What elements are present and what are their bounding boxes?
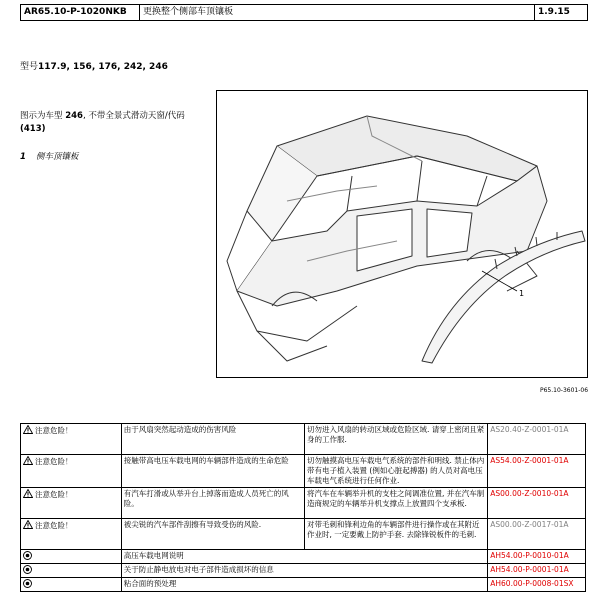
warning-label-cell (21, 488, 122, 519)
doc-title: 更换整个侧部车顶镶板 (140, 5, 535, 21)
model-label: 型号 (20, 62, 39, 72)
warning-measure: 切勿触摸高电压车载电气系统的部件和明线. 禁止体内带有电子植入装置 (例如心脏起搏器) 的人员对高电压车载电气系统进行任何作业. (305, 455, 488, 488)
warning-triangle-icon (23, 425, 33, 434)
warning-triangle-icon (23, 456, 33, 465)
legend-number: 1 (20, 152, 26, 162)
warning-ref-link[interactable]: AS00.00-Z-0010-01A (488, 488, 586, 519)
car-body-figure (216, 90, 588, 378)
note-circle-icon (23, 565, 32, 574)
warning-triangle-icon (23, 520, 33, 529)
warning-label: 注意危险！ (35, 521, 73, 530)
note-circle-icon (23, 579, 32, 588)
note-ref-link[interactable]: AH54.00-P-0001-01A (488, 564, 586, 578)
warning-risk: 被尖锐的汽车部件刮擦有导致受伤的风险. (121, 519, 304, 550)
model-line (20, 59, 168, 72)
warning-row (21, 519, 586, 550)
doc-version: 1.9.15 (535, 5, 588, 21)
note-icon-cell (21, 550, 122, 564)
warning-measure: 对带毛刺和锋利边角的车辆部件进行操作或在其附近作业时, 一定要戴上防护手套. 去除锋锐板件的毛刺. (305, 519, 488, 550)
warning-measure: 切勿进入风扇的转动区域或危险区域. 请穿上密闭且紧身的工作服. (305, 424, 488, 455)
warning-row (21, 488, 586, 519)
note-row (21, 578, 586, 592)
warning-ref-link[interactable]: AS54.00-Z-0001-01A (488, 455, 586, 488)
warning-label: 注意危险！ (35, 490, 73, 499)
legend-item (20, 150, 78, 162)
warning-risk: 由于风扇突然起动造成的伤害风险 (121, 424, 304, 455)
warning-label: 注意危险！ (35, 426, 73, 435)
legend-text: 侧车顶镶板 (35, 152, 79, 162)
warning-triangle-icon (23, 489, 33, 498)
doc-code: AR65.10-P-1020NKB (21, 5, 140, 21)
safety-table (20, 423, 586, 592)
figure-desc-code: (413) (20, 124, 46, 134)
car-body-illustration (217, 91, 587, 377)
note-text: 粘合面的预处理 (121, 578, 487, 592)
figure-code: P65.10-3601-06 (540, 387, 589, 394)
warning-label-cell (21, 455, 122, 488)
note-row (21, 564, 586, 578)
warning-ref-link[interactable]: AS00.00-Z-0017-01A (488, 519, 586, 550)
note-ref-link[interactable]: AH54.00-P-0010-01A (488, 550, 586, 564)
warning-row (21, 424, 586, 455)
figure-desc-middle: , 不带全景式滑动天窗/代码 (82, 111, 185, 121)
warning-ref-link[interactable]: AS20.40-Z-0001-01A (488, 424, 586, 455)
model-values: 117.9, 156, 176, 242, 246 (38, 62, 168, 72)
note-ref-link[interactable]: AH60.00-P-0008-01SX (488, 578, 586, 592)
warning-row (21, 455, 586, 488)
figure-description (20, 110, 210, 136)
warning-measure: 将汽车在车辆举升机的支柱之间调准位置, 并在汽车制造商规定的车辆举升机支撑点上放置四个支承板. (305, 488, 488, 519)
note-icon-cell (21, 578, 122, 592)
header-table (20, 4, 588, 21)
figure-desc-prefix: 图示为车型 (20, 111, 66, 121)
warning-label-cell (21, 424, 122, 455)
note-circle-icon (23, 551, 32, 560)
warning-risk: 接触带高电压车载电网的车辆部件造成的生命危险 (121, 455, 304, 488)
figure-callout: 1 (519, 289, 525, 298)
note-icon-cell (21, 564, 122, 578)
warning-label-cell (21, 519, 122, 550)
warning-label: 注意危险！ (35, 457, 73, 466)
note-row (21, 550, 586, 564)
figure-desc-model: 246 (65, 111, 83, 121)
warning-risk: 有汽车打滑或从举升台上掉落而造成人员死亡的风险。 (121, 488, 304, 519)
note-text: 关于防止静电放电对电子部件造成损坏的信息 (121, 564, 487, 578)
note-text: 高压车载电网说明 (121, 550, 487, 564)
